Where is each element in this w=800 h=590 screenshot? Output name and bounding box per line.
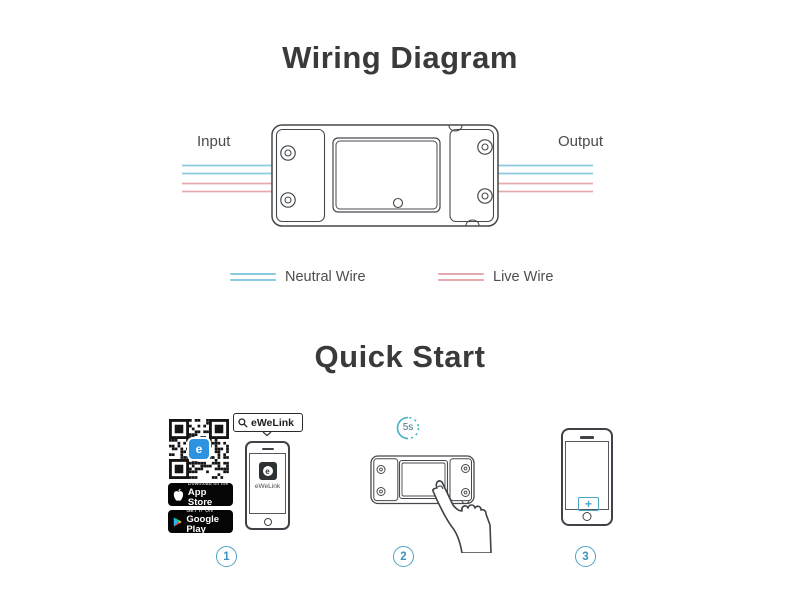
ewelink-app-name: eWeLink bbox=[254, 483, 281, 490]
step-number-1: 1 bbox=[216, 546, 237, 567]
live-wire-label: Live Wire bbox=[493, 269, 554, 285]
phone-with-ewelink-app bbox=[245, 441, 290, 530]
phone-speaker bbox=[262, 448, 274, 450]
press-5s-timer bbox=[395, 415, 421, 441]
wire-legend bbox=[170, 266, 630, 288]
wiring-device-drawing bbox=[170, 108, 630, 242]
wiring-diagram-title: Wiring Diagram bbox=[282, 40, 518, 75]
legend-live-wire bbox=[438, 266, 553, 288]
device-button bbox=[394, 199, 403, 208]
neutral-wire-label: Neutral Wire bbox=[285, 269, 366, 285]
google-play-badge-tagline: GET IT ON bbox=[186, 507, 213, 514]
google-play-badge-name: Google Play bbox=[186, 514, 220, 535]
input-label: Input bbox=[197, 133, 231, 150]
apple-icon bbox=[173, 488, 184, 502]
ewelink-logo bbox=[189, 439, 209, 459]
phone-speaker bbox=[580, 436, 594, 439]
input-wires bbox=[182, 166, 272, 192]
phone-screen bbox=[249, 453, 286, 514]
search-text: eWeLink bbox=[251, 416, 294, 429]
ewelink-app-icon-letter: e bbox=[263, 466, 273, 476]
app-store-badge-tagline: Download on the bbox=[187, 480, 229, 487]
search-icon bbox=[238, 418, 248, 428]
add-device-button bbox=[578, 497, 599, 511]
google-play-badge bbox=[168, 507, 233, 535]
qr-code bbox=[169, 419, 229, 479]
quick-start-steps bbox=[150, 400, 670, 590]
quick-start-title: Quick Start bbox=[314, 339, 486, 374]
timer-label: 5s bbox=[402, 422, 414, 433]
smart-switch-body bbox=[272, 125, 498, 226]
ewelink-app-icon bbox=[259, 462, 277, 480]
plus-icon: + bbox=[584, 497, 592, 511]
app-search-box bbox=[233, 413, 303, 432]
phone-home-button bbox=[264, 518, 272, 526]
step-number-2: 2 bbox=[393, 546, 414, 567]
chevron-down-icon bbox=[262, 431, 272, 437]
legend-neutral-wire bbox=[230, 266, 366, 288]
app-store-badge bbox=[168, 480, 233, 508]
app-store-badge-name: App Store bbox=[187, 487, 213, 508]
phone-screen bbox=[565, 441, 609, 510]
phone-home-button bbox=[583, 512, 592, 521]
phone-add-device bbox=[561, 428, 613, 526]
live-wire-swatch bbox=[438, 273, 484, 281]
output-wires bbox=[498, 166, 593, 192]
google-play-icon bbox=[173, 516, 182, 528]
output-label: Output bbox=[558, 133, 604, 150]
pressing-hand-icon bbox=[402, 475, 497, 553]
step-number-3: 3 bbox=[575, 546, 596, 567]
ewelink-logo-letter: e bbox=[195, 442, 203, 456]
device-cover-panel bbox=[333, 138, 440, 212]
neutral-wire-swatch bbox=[230, 273, 276, 281]
